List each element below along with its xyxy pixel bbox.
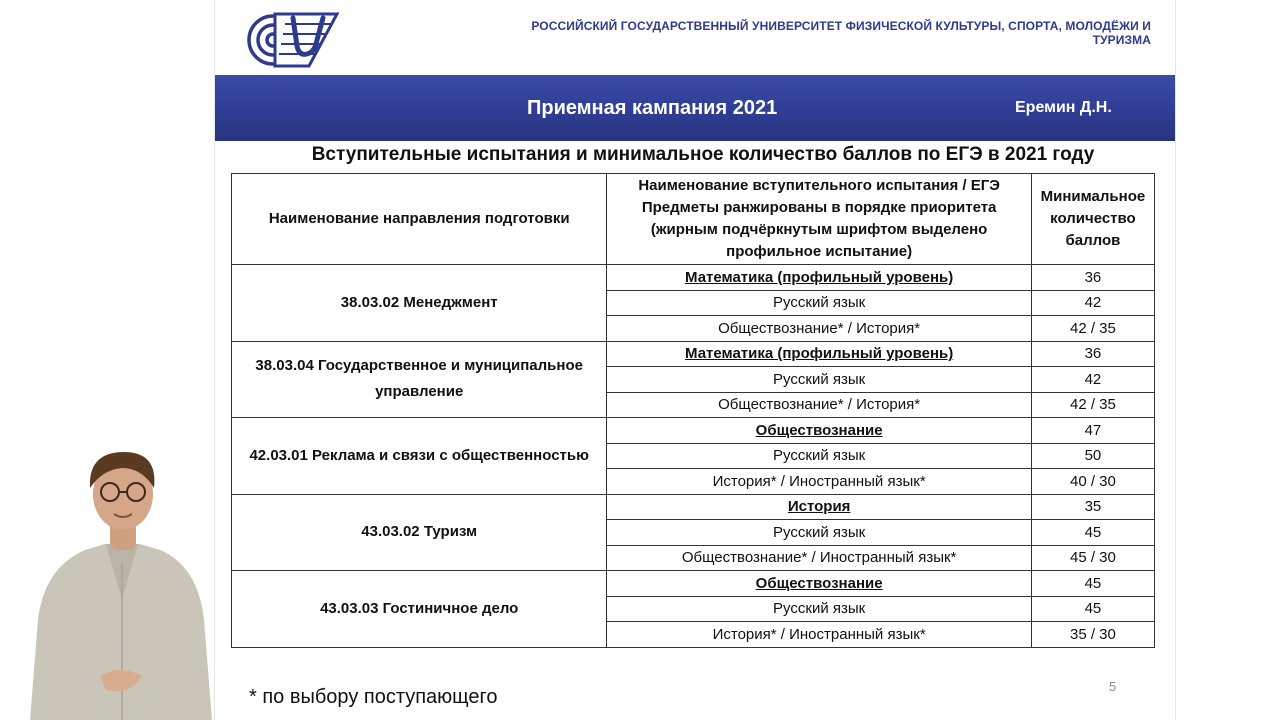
exam-score: 45 / 30: [1031, 545, 1154, 571]
exam-score: 36: [1031, 265, 1154, 291]
exam-subject: Русский язык: [607, 367, 1031, 393]
author-name: Еремин Д.Н.: [1015, 99, 1112, 116]
exam-subject: Обществознание: [607, 418, 1031, 444]
exam-score: 36: [1031, 341, 1154, 367]
exam-score: 47: [1031, 418, 1154, 444]
exam-score: 45: [1031, 571, 1154, 597]
exam-subject: Обществознание: [607, 571, 1031, 597]
exam-score: 35: [1031, 494, 1154, 520]
table-row: [232, 265, 1155, 291]
exam-subject: Обществознание* / Иностранный язык*: [607, 545, 1031, 571]
exams-table: [231, 173, 1155, 648]
table-row: [232, 418, 1155, 444]
table-row: [232, 571, 1155, 597]
table-header-row: [232, 174, 1155, 265]
exam-score: 40 / 30: [1031, 469, 1154, 495]
university-logo-icon: [245, 10, 341, 70]
program-name: 38.03.02 Менеджмент: [232, 265, 607, 342]
exam-subject: История: [607, 494, 1031, 520]
exam-score: 45: [1031, 520, 1154, 546]
program-name: 42.03.01 Реклама и связи с общественностью: [232, 418, 607, 495]
title-banner: [215, 75, 1175, 141]
exam-score: 50: [1031, 443, 1154, 469]
header-min-score: Минимальное количество баллов: [1031, 174, 1154, 265]
exam-subject: Русский язык: [607, 520, 1031, 546]
table-row: [232, 341, 1155, 367]
program-name: 43.03.02 Туризм: [232, 494, 607, 571]
page-number: 5: [1109, 679, 1117, 694]
exam-score: 42: [1031, 290, 1154, 316]
exam-score: 45: [1031, 596, 1154, 622]
exam-subject: Русский язык: [607, 596, 1031, 622]
presenter-video: [30, 450, 215, 720]
university-name: РОССИЙСКИЙ ГОСУДАРСТВЕННЫЙ УНИВЕРСИТЕТ ФИЗИЧЕСКОЙ КУЛЬТУРЫ, СПОРТА, МОЛОДЁЖИ И ТУРИЗМА: [531, 19, 1151, 47]
slide: [214, 0, 1176, 720]
exam-subject: Математика (профильный уровень): [607, 265, 1031, 291]
exam-score: 42: [1031, 367, 1154, 393]
exam-subject: Обществознание* / История*: [607, 316, 1031, 342]
slide-heading: Вступительные испытания и минимальное количество баллов по ЕГЭ в 2021 году: [311, 144, 1095, 165]
table-row: [232, 494, 1155, 520]
exam-subject: Математика (профильный уровень): [607, 341, 1031, 367]
exam-subject: История* / Иностранный язык*: [607, 622, 1031, 648]
footnote: * по выбору поступающего: [249, 686, 498, 708]
banner-title: Приемная кампания 2021: [527, 97, 778, 119]
exam-score: 42 / 35: [1031, 316, 1154, 342]
exam-score: 35 / 30: [1031, 622, 1154, 648]
program-name: 43.03.03 Гостиничное дело: [232, 571, 607, 648]
exam-subject: Обществознание* / История*: [607, 392, 1031, 418]
exam-subject: История* / Иностранный язык*: [607, 469, 1031, 495]
exam-subject: Русский язык: [607, 443, 1031, 469]
header-subjects: Наименование вступительного испытания / ЕГЭ Предметы ранжированы в порядке приоритета (жирным подчёркнутым шрифтом выделено профильное испытание): [607, 174, 1031, 265]
header-program: Наименование направления подготовки: [232, 174, 607, 265]
exam-score: 42 / 35: [1031, 392, 1154, 418]
program-name: 38.03.04 Государственное и муниципальное управление: [232, 341, 607, 418]
exam-subject: Русский язык: [607, 290, 1031, 316]
